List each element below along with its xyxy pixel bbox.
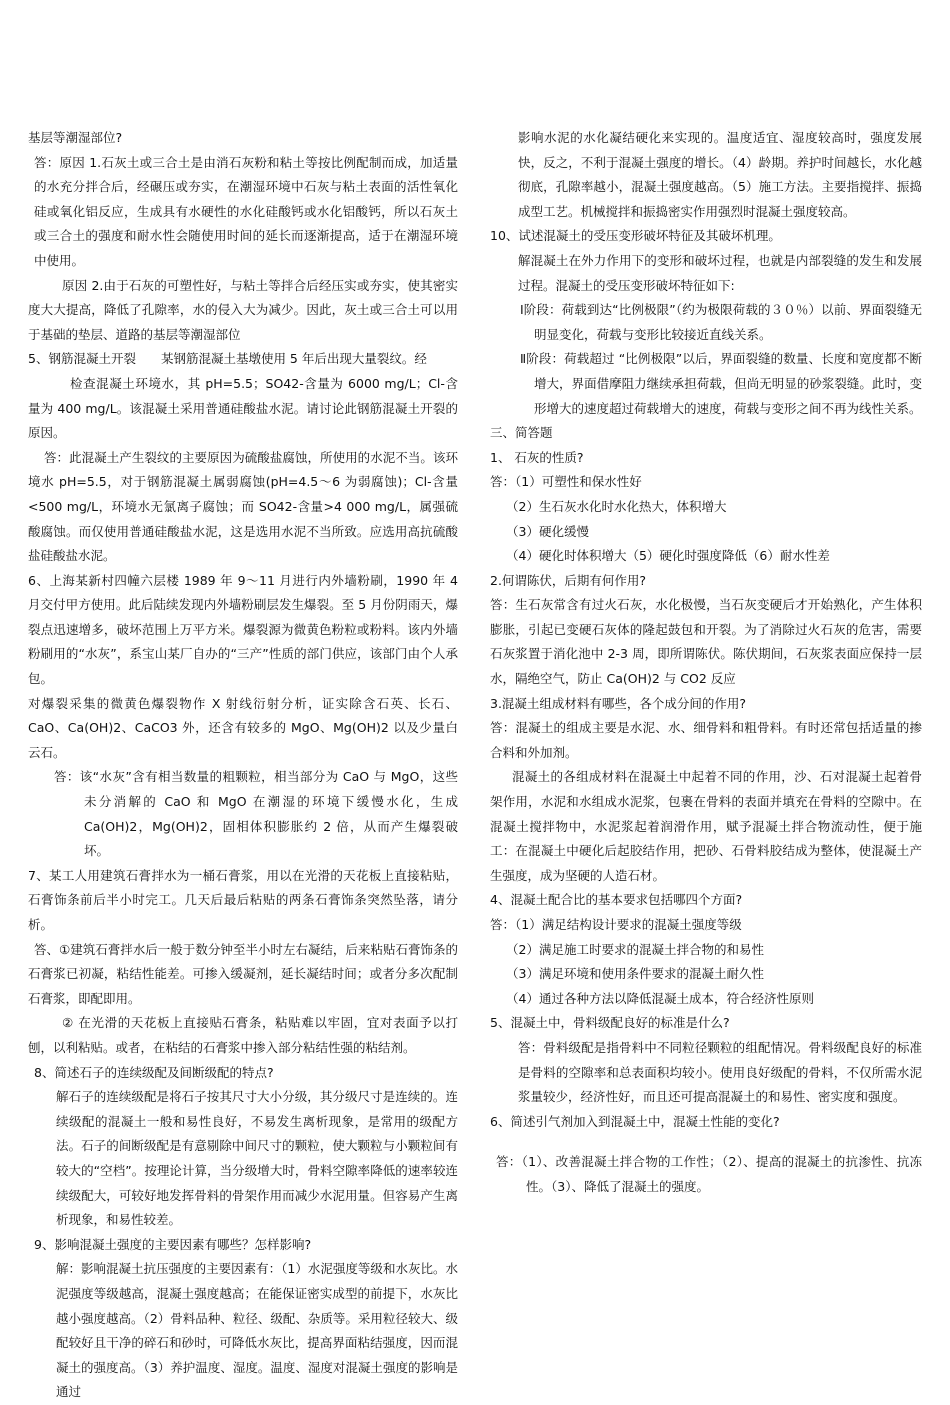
paragraph: 影响水泥的水化凝结硬化来实现的。温度适宜、湿度较高时，强度发展快，反之，不利于混凝土强度的增长。（4）龄期。养护时间越长，水化越彻底，孔隙率越小，混凝土强度越高。（5）施工方法。主要指搅拌、振捣成型工艺。机械搅拌和振捣密实作用强烈时混凝土强度较高。	[518, 130, 922, 219]
paragraph: Ⅱ阶段：荷载超过 “比例极限”以后，界面裂缝的数量、长度和宽度都不断增大，界面借摩阻力继续承担荷载，但尚无明显的砂浆裂缝。此时，变形增大的速度超过荷载增大的速度，荷载与变形之间不再为线性关系。	[520, 351, 922, 416]
paragraph: （4）通过各种方法以降低混凝土成本，符合经济性原则	[506, 990, 814, 1006]
paragraph: 答：生石灰常含有过火石灰，水化极慢，当石灰变硬后才开始熟化，产生体积膨胀，引起已变硬石灰体的隆起鼓包和开裂。为了消除过火石灰的危害，需要石灰浆置于消化池中 2-3 周，即所谓陈伏。陈伏期间，石灰浆表面应保持一层水，隔绝空气，防止 Ca(OH)2 与 CO2 反应	[490, 597, 922, 687]
paragraph: 答：此混凝土产生裂纹的主要原因为硫酸盐腐蚀，所使用的水泥不当。该环境水 pH=5.5，对于钢筋混凝土属弱腐蚀(pH=4.5～6 为弱腐蚀)；Cl-含量<500 mg/L，环境水无氯离子腐蚀；而 SO42-含量>4 000 mg/L，属强硫酸腐蚀。而仅使用普通硅酸盐水泥，这是选用水泥不当所致。应选用高抗硫酸盐硅酸盐水泥。	[28, 449, 458, 564]
paragraph: 5、钢筋混凝土开裂 某钢筋混凝土基墩使用 5 年后出现大量裂纹。经	[28, 351, 427, 367]
paragraph: （4）硬化时体积增大（5）硬化时强度降低（6）耐水性差	[506, 548, 830, 564]
paragraph: 答：（1）、改善混凝土拌合物的工作性；（2）、提高的混凝土的抗渗性、抗冻性。（3）、降低了混凝土的强度。	[496, 1154, 922, 1194]
paragraph: （3）满足环境和使用条件要求的混凝土耐久性	[506, 966, 764, 982]
right-column	[490, 126, 922, 1200]
question: 3.混凝土组成材料有哪些，各个成分间的作用?	[490, 695, 747, 711]
left-column	[28, 126, 458, 1405]
paragraph: 解混凝土在外力作用下的变形和破坏过程，也就是内部裂缝的发生和发展过程。混凝土的受压变形破坏特征如下:	[518, 252, 922, 293]
paragraph: 答：（1）可塑性和保水性好	[490, 474, 642, 490]
paragraph: ② 在光滑的天花板上直接贴石膏条，粘贴难以牢固，宜对表面予以打刨，以利粘贴。或者，在粘结的石膏浆中掺入部分粘结性强的粘结剂。	[28, 1015, 458, 1055]
paragraph: 8、简述石子的连续级配及间断级配的特点?	[34, 1064, 274, 1080]
paragraph: 混凝土的各组成材料在混凝土中起着不同的作用，沙、石对混凝土起着骨架作用，水泥和水组成水泥浆，包裹在骨料的表面并填充在骨料的空隙中。在混凝土搅拌物中，水泥浆起着润滑作用，赋予混凝土拌合物流动性，便于施工：在混凝土中硬化后起胶结作用，把砂、石骨料胶结成为整体，使混凝土产生强度，成为坚硬的人造石材。	[490, 769, 922, 883]
question: 4、混凝土配合比的基本要求包括哪四个方面?	[490, 892, 743, 908]
question: 2.何谓陈伏，后期有何作用?	[490, 572, 647, 588]
section-heading: 三、简答题	[490, 425, 553, 441]
question: 1、 石灰的性质?	[490, 449, 584, 465]
paragraph: 答：原因 1.石灰土或三合土是由消石灰粉和粘土等按比例配制而成，加适量的水充分拌合后，经碾压或夯实，在潮湿环境中石灰与粘土表面的活性氧化硅或氧化铝反应，生成具有水硬性的水化硅酸钙或水化铝酸钙，所以石灰土或三合土的强度和耐水性会随使用时间的延长而逐渐提高，适于在潮湿环境中使用。	[34, 154, 458, 268]
paragraph: 答：（1）满足结构设计要求的混凝土强度等级	[490, 917, 742, 932]
spacer	[490, 1134, 922, 1150]
paragraph: （2）生石灰水化时水化热大，体积增大	[506, 498, 727, 514]
paragraph: （2）满足施工时要求的混凝土拌合物的和易性	[506, 941, 764, 957]
paragraph: 基层等潮湿部位?	[28, 130, 123, 145]
paragraph: 答：该“水灰”含有相当数量的粗颗粒，相当部分为 CaO 与 MgO，这些未分消解的 CaO 和 MgO 在潮湿的环境下缓慢水化，生成 Ca(OH)2，Mg(OH)2，固相体积膨胀约 2 倍，从而产生爆裂破坏。	[54, 769, 458, 859]
paragraph: 原因 2.由于石灰的可塑性好，与粘土等拌合后经压实或夯实，使其密实度大大提高，降低了孔隙率，水的侵入大为减少。因此，灰土或三合土可以用于基础的垫层、道路的基层等潮湿部位	[28, 277, 458, 342]
paragraph: （3）硬化缓慢	[506, 523, 589, 539]
paragraph: 答：骨料级配是指骨料中不同粒径颗粒的组配情况。骨料级配良好的标准是骨料的空隙率和总表面积均较小。使用良好级配的骨料，不仅所需水泥浆量较少，经济性好，而且还可提高混凝土的和易性、密实度和强度。	[518, 1039, 922, 1105]
paragraph: 答：混凝土的组成主要是水泥、水、细骨料和粗骨料。有时还常包括适量的掺合料和外加剂。	[490, 720, 922, 760]
paragraph: 7、某工人用建筑石膏拌水为一桶石膏浆，用以在光滑的天花板上直接粘贴，石膏饰条前后半小时完工。几天后最后粘贴的两条石膏饰条突然坠落，请分析。	[28, 867, 458, 932]
paragraph: 解石子的连续级配是将石子按其尺寸大小分级，其分级尺寸是连续的。连续级配的混凝土一般和易性良好，不易发生离析现象，是常用的级配方法。石子的间断级配是有意剔除中间尺寸的颗粒，使大颗粒与小颗粒间有较大的“空档”。按理论计算，当分级增大时，骨料空隙率降低的速率较连续级配大，可较好地发挥骨料的骨架作用而减少水泥用量。但容易产生离析现象，和易性较差。	[56, 1089, 458, 1228]
paragraph: Ⅰ阶段：荷载到达“比例极限”（约为极限荷载的３０％）以前、界面裂缝无明显变化，荷载与变形比较接近直线关系。	[520, 302, 922, 342]
paragraph: 6、上海某新村四幢六层楼 1989 年 9～11 月进行内外墙粉刷，1990 年 4 月交付甲方使用。此后陆续发现内外墙粉刷层发生爆裂。至 5 月份阴雨天，爆裂点迅速增多，破坏范围上万平方米。爆裂源为微黄色粉粒或粉料。该内外墙粉刷用的“水灰”，系宝山某厂自办的“三产”性质的部门供应，该部门由个人承包。	[28, 572, 458, 687]
paragraph: 检查混凝土环境水，其 pH=5.5；SO42-含量为 6000 mg/L；Cl-含量为 400 mg/L。该混凝土采用普通硅酸盐水泥。请讨论此钢筋混凝土开裂的原因。	[28, 375, 458, 441]
question: 5、混凝土中，骨料级配良好的标准是什么?	[490, 1015, 730, 1031]
paragraph: 9、影响混凝土强度的主要因素有哪些？怎样影响?	[34, 1236, 312, 1252]
question: 6、简述引气剂加入到混凝土中，混凝土性能的变化?	[490, 1113, 780, 1129]
paragraph: 对爆裂采集的微黄色爆裂物作 X 射线衍射分析，证实除含石英、长石、CaO、Ca(OH)2、CaCO3 外，还含有较多的 MgO、Mg(OH)2 以及少量白云石。	[28, 695, 458, 760]
paragraph: 答、①建筑石膏拌水后一般于数分钟至半小时左右凝结，后来粘贴石膏饰条的石膏浆已初凝，粘结性能差。可掺入缓凝剂，延长凝结时间；或者分多次配制石膏浆，即配即用。	[28, 941, 458, 1006]
paragraph: 10、试述混凝土的受压变形破坏特征及其破坏机理。	[490, 228, 781, 244]
paragraph: 解：影响混凝土抗压强度的主要因素有：（1）水泥强度等级和水灰比。水泥强度等级越高，混凝土强度越高；在能保证密实成型的前提下，水灰比越小强度越高。（2）骨料品种、粒径、级配、杂质等。采用粒径较大、级配较好且干净的碎石和砂时，可降低水灰比，提高界面粘结强度，因而混凝土的强度高。（3）养护温度、湿度。温度、湿度对混凝土强度的影响是通过	[56, 1261, 458, 1400]
